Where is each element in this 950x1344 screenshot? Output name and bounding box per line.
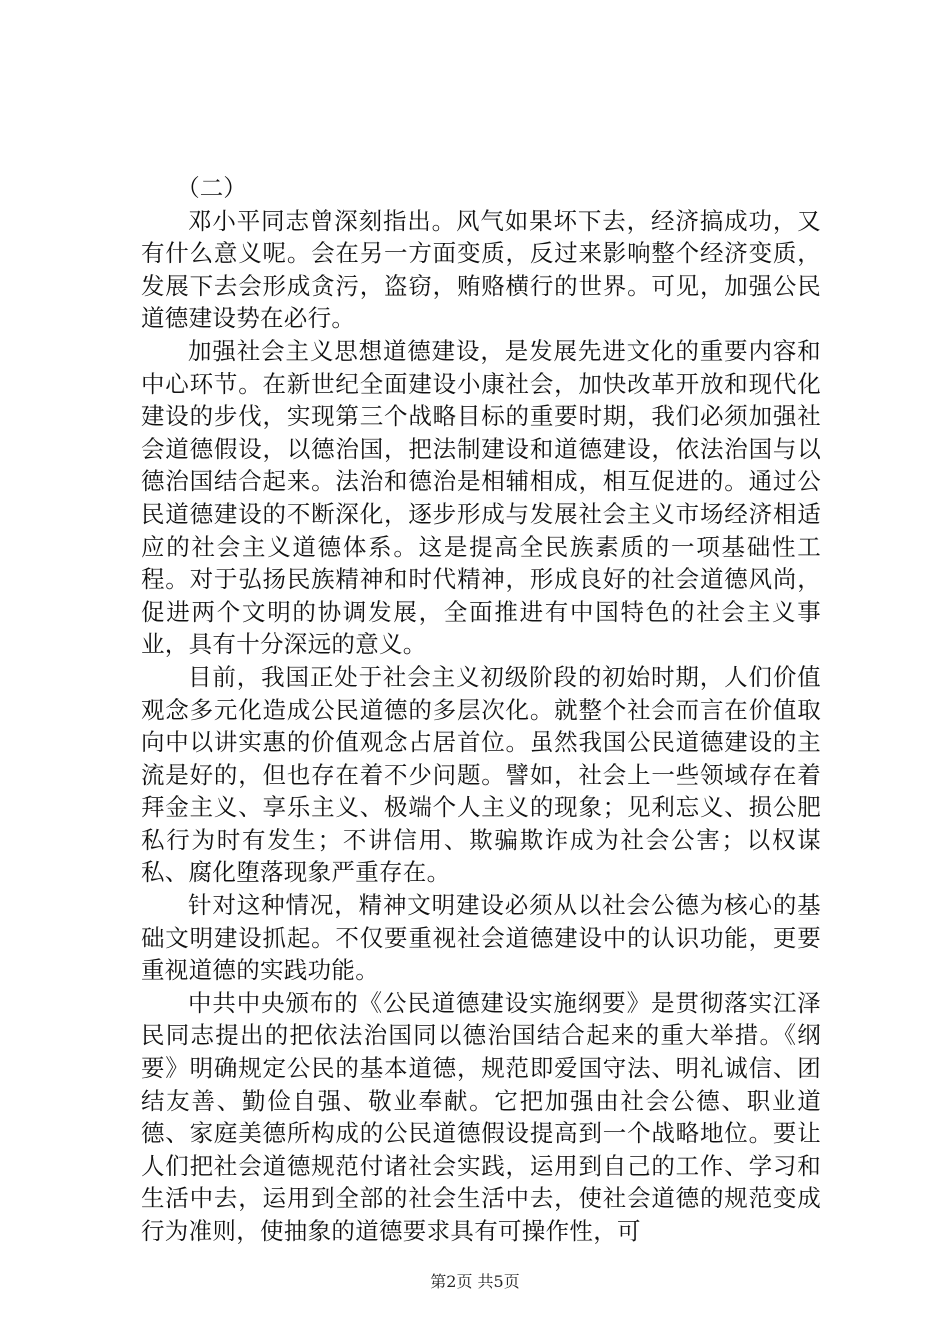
paragraph-4: 针对这种情况，精神文明建设必须从以社会公德为核心的基础文明建设抓起。不仅要重视社会道德建设中的认识功能，更要重视道德的实践功能。 <box>141 891 821 985</box>
page-footer: 第2页 共5页 <box>430 1272 520 1291</box>
paragraph-5: 中共中央颁布的《公民道德建设实施纲要》是贯彻落实江泽民同志提出的把依法治国同以德治国结合起来的重大举措。《纲要》明确规定公民的基本道德，规范即爱国守法、明礼诚信、团结友善、勤俭自强、敬业奉献。它把加强由社会公德、职业道德、家庭美德所构成的公民道德假设提高到一个战略地位。要让人们把社会道德规范付诸社会实践，运用到自己的工作、学习和生活中去，运用到全部的社会生活中去，使社会道德的规范变成行为准则，使抽象的道德要求具有可操作性，可 <box>141 988 821 1245</box>
section-heading: （二） <box>176 174 247 202</box>
document-body <box>141 172 821 1248</box>
paragraph-1: 邓小平同志曾深刻指出。风气如果坏下去，经济搞成功，又有什么意义呢。会在另一方面变质，反过来影响整个经济变质，发展下去会形成贪污，盗窃，贿赂横行的世界。可见，加强公民道德建设势在必行。 <box>141 206 821 333</box>
paragraph-3: 目前，我国正处于社会主义初级阶段的初始时期，人们价值观念多元化造成公民道德的多层次化。就整个社会而言在价值取向中以讲实惠的价值观念占居首位。虽然我国公民道德建设的主流是好的，但也存在着不少问题。譬如，社会上一些领域存在着拜金主义、享乐主义、极端个人主义的现象；见利忘义、损公肥私行为时有发生；不讲信用、欺骗欺诈成为社会公害；以权谋私、腐化堕落现象严重存在。 <box>141 662 821 887</box>
paragraph-2: 加强社会主义思想道德建设，是发展先进文化的重要内容和中心环节。在新世纪全面建设小康社会，加快改革开放和现代化建设的步伐，实现第三个战略目标的重要时期，我们必须加强社会道德假设，以德治国，把法制建设和道德建设，依法治国与以德治国结合起来。法治和德治是相辅相成，相互促进的。通过公民道德建设的不断深化，逐步形成与发展社会主义市场经济相适应的社会主义道德体系。这是提高全民族素质的一项基础性工程。对于弘扬民族精神和时代精神，形成良好的社会道德风尚，促进两个文明的协调发展，全面推进有中国特色的社会主义事业，具有十分深远的意义。 <box>141 336 821 659</box>
